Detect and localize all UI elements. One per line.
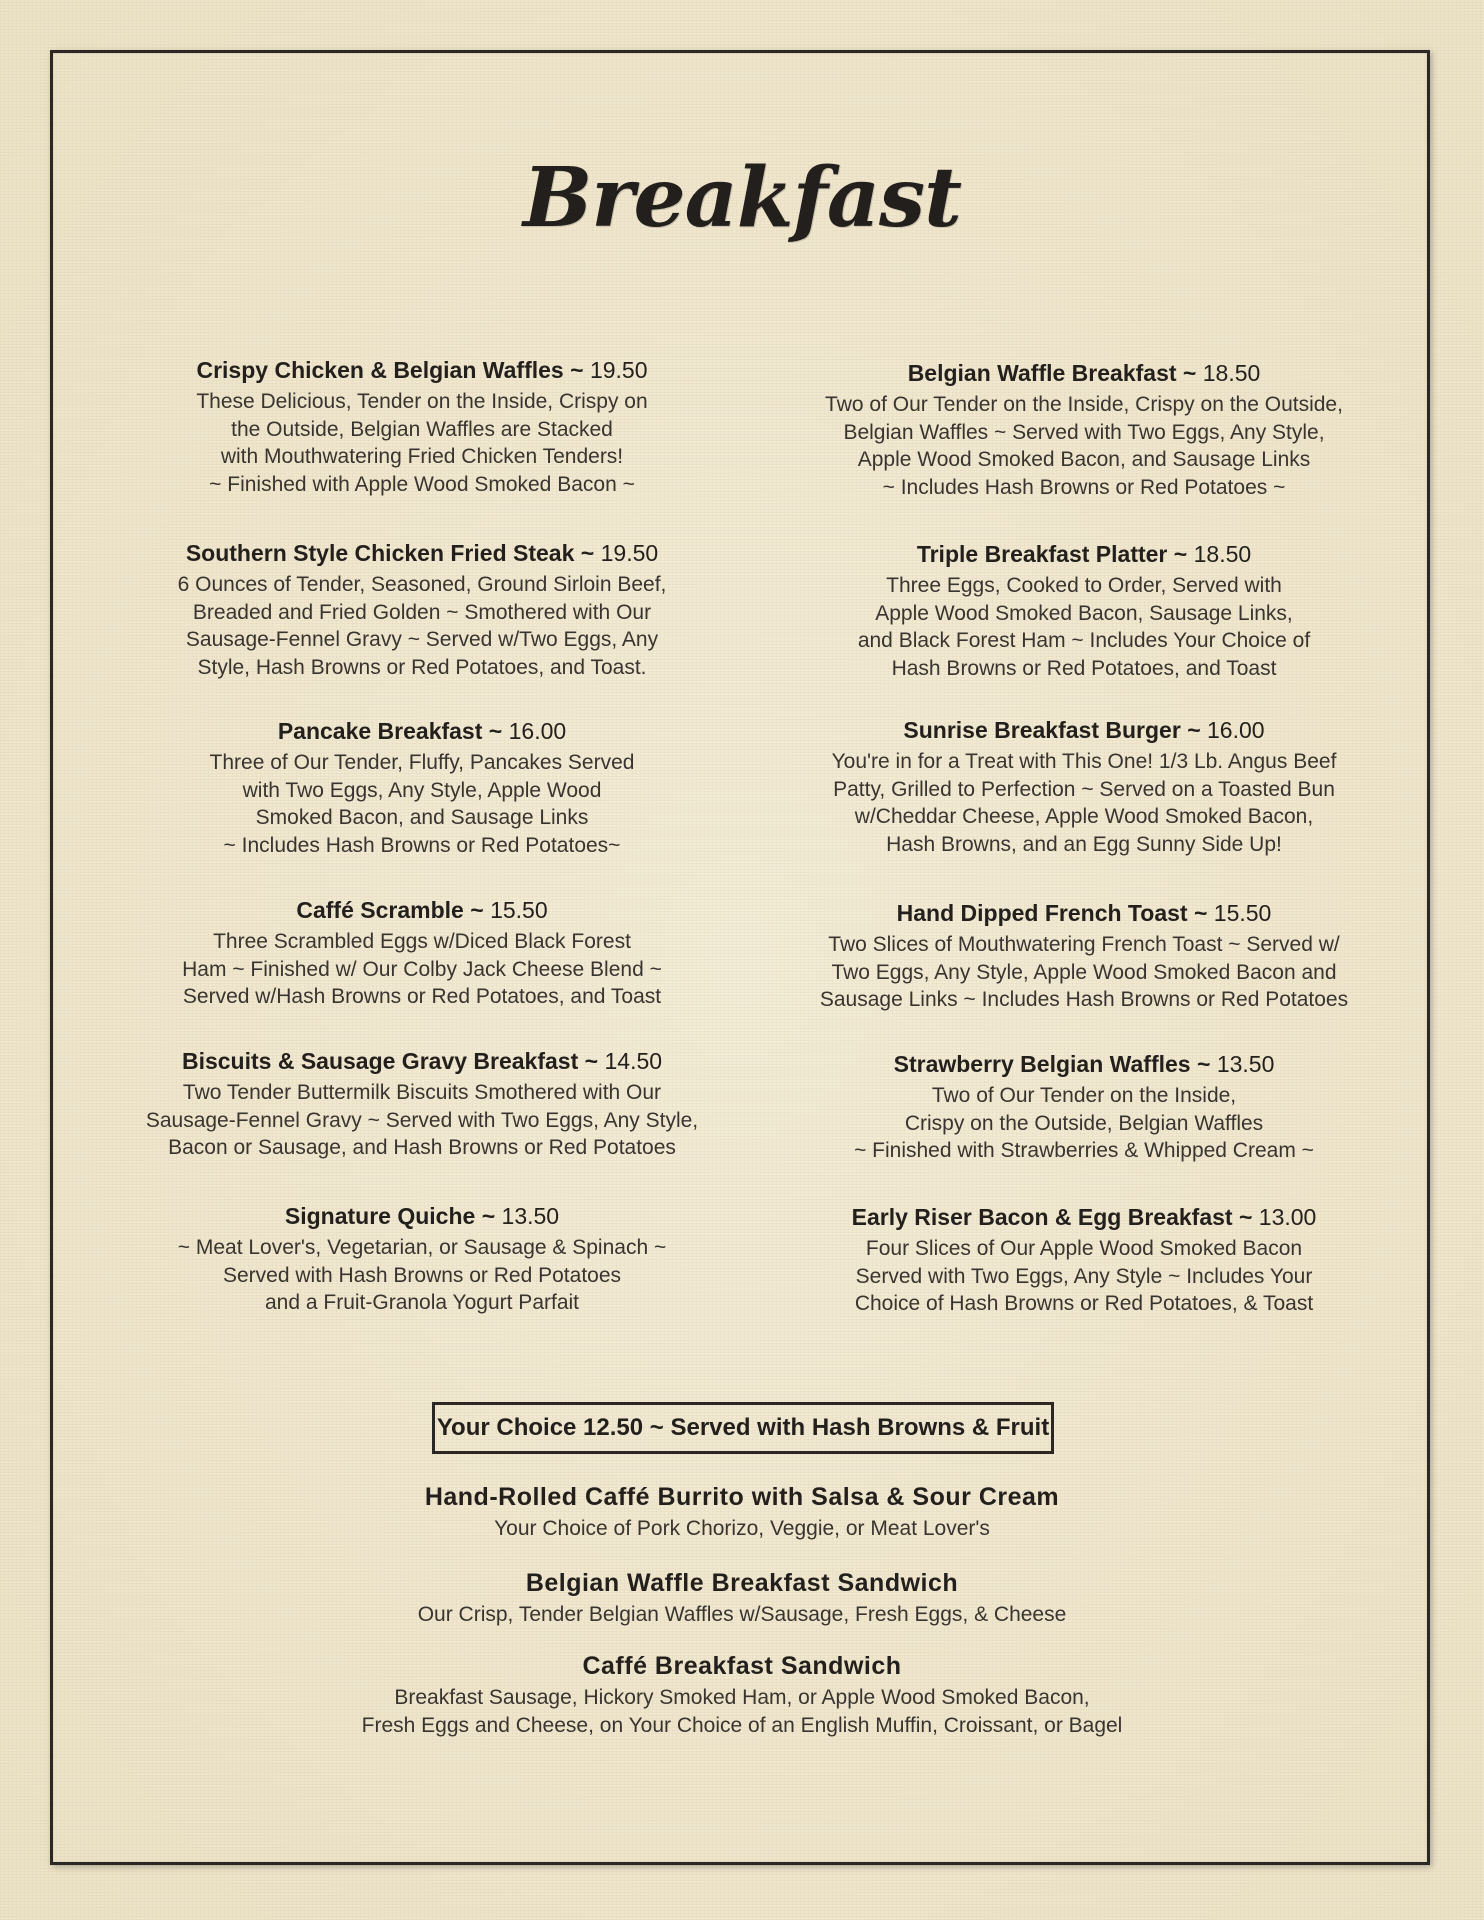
item-heading: Belgian Waffle Breakfast ~ 18.50 — [907, 360, 1261, 386]
description-line: Served with Hash Browns or Red Potatoes — [222, 1263, 622, 1287]
menu-item — [102, 1046, 742, 1162]
item-description — [764, 931, 1404, 1014]
description-line: with Mouthwatering Fried Chicken Tenders! — [220, 445, 624, 468]
description-line: ~ Includes Hash Browns or Red Potatoes ~ — [882, 475, 1286, 499]
item-price: 18.50 — [1193, 541, 1252, 567]
item-name: Early Riser Bacon & Egg Breakfast — [851, 1204, 1233, 1230]
description-line: ~ Finished with Apple Wood Smoked Bacon ~ — [209, 472, 635, 496]
description-line: ~ Meat Lover's, Vegetarian, or Sausage & Spinach ~ — [177, 1236, 667, 1259]
item-heading: Triple Breakfast Platter ~ 18.50 — [916, 541, 1252, 567]
description-line: Fresh Eggs and Cheese, on Your Choice of an English Muffin, Croissant, or Bagel — [361, 1714, 1123, 1737]
item-description — [764, 391, 1404, 501]
description-line: with Two Eggs, Any Style, Apple Wood — [242, 778, 602, 802]
description-line: Hash Browns, and an Egg Sunny Side Up! — [886, 832, 1282, 856]
item-name: Strawberry Belgian Waffles — [893, 1051, 1191, 1077]
description-line: and Black Forest Ham ~ Includes Your Choice of — [857, 629, 1311, 652]
description-line: Served with Two Eggs, Any Style ~ Includes Your — [855, 1264, 1313, 1288]
description-line: Three of Our Tender, Fluffy, Pancakes Served — [209, 751, 635, 774]
combo-description — [0, 1601, 1484, 1629]
combo-name: Hand-Rolled Caffé Burrito with Salsa & Sour Cream — [424, 1483, 1060, 1511]
item-heading: Caffé Scramble ~ 15.50 — [296, 897, 548, 923]
item-heading: Early Riser Bacon & Egg Breakfast ~ 13.00 — [851, 1204, 1317, 1230]
description-line: Four Slices of Our Apple Wood Smoked Bacon — [865, 1237, 1303, 1260]
item-price: 18.50 — [1202, 360, 1261, 386]
description-line: Smoked Bacon, and Sausage Links — [255, 806, 589, 829]
description-line: Choice of Hash Browns or Red Potatoes, & Toast — [854, 1292, 1314, 1315]
item-price: 16.00 — [508, 718, 567, 744]
item-description — [764, 572, 1404, 682]
description-line: Hash Browns or Red Potatoes, and Toast — [891, 656, 1277, 680]
item-name: Triple Breakfast Platter — [916, 541, 1168, 567]
item-heading: Hand Dipped French Toast ~ 15.50 — [896, 900, 1272, 926]
item-description — [102, 388, 742, 498]
description-line: 6 Ounces of Tender, Seasoned, Ground Sirloin Beef, — [177, 573, 667, 596]
menu-item — [764, 1202, 1404, 1318]
description-line: Crispy on the Outside, Belgian Waffles — [904, 1111, 1264, 1135]
description-line: Our Crisp, Tender Belgian Waffles w/Sausage, Fresh Eggs, & Cheese — [417, 1603, 1067, 1626]
combo-item — [0, 1650, 1484, 1740]
menu-item — [764, 539, 1404, 682]
item-heading: Southern Style Chicken Fried Steak ~ 19.50 — [185, 540, 659, 566]
menu-item — [764, 358, 1404, 501]
description-line: These Delicious, Tender on the Inside, Crispy on — [196, 390, 648, 413]
item-name: Caffé Scramble — [296, 897, 464, 923]
choice-price-banner: Your Choice 12.50 ~ Served with Hash Browns & Fruit — [432, 1402, 1054, 1454]
description-line: Bacon or Sausage, and Hash Browns or Red Potatoes — [168, 1136, 676, 1159]
combo-description — [0, 1515, 1484, 1543]
item-name: Signature Quiche — [284, 1203, 476, 1229]
item-description — [102, 749, 742, 859]
item-description — [764, 1235, 1404, 1318]
description-line: You're in for a Treat with This One! 1/3 Lb. Angus Beef — [831, 750, 1337, 773]
description-line: Breakfast Sausage, Hickory Smoked Ham, or Apple Wood Smoked Bacon, — [394, 1686, 1090, 1709]
description-line: Two of Our Tender on the Inside, — [931, 1084, 1237, 1107]
menu-item — [764, 1049, 1404, 1165]
item-price: 13.50 — [501, 1203, 560, 1229]
item-name: Pancake Breakfast — [277, 718, 483, 744]
description-line: Three Eggs, Cooked to Order, Served with — [886, 574, 1282, 597]
description-line: ~ Includes Hash Browns or Red Potatoes~ — [223, 833, 621, 857]
item-name: Belgian Waffle Breakfast — [907, 360, 1177, 386]
description-line: Served w/Hash Browns or Red Potatoes, and Toast — [182, 985, 662, 1008]
description-line: Apple Wood Smoked Bacon, and Sausage Links — [857, 448, 1311, 471]
menu-title: Breakfast — [522, 150, 962, 246]
item-name: Sunrise Breakfast Burger — [903, 717, 1181, 743]
combo-item — [0, 1481, 1484, 1543]
description-line: ~ Finished with Strawberries & Whipped Cream ~ — [854, 1139, 1314, 1162]
item-description — [102, 1079, 742, 1162]
item-price: 15.50 — [490, 897, 548, 923]
item-price: 13.50 — [1216, 1051, 1275, 1077]
item-description — [102, 571, 742, 681]
item-price: 15.50 — [1213, 900, 1272, 926]
description-line: Sausage-Fennel Gravy ~ Served with Two Eggs, Any Style, — [145, 1108, 699, 1132]
description-line: Your Choice of Pork Chorizo, Veggie, or Meat Lover's — [494, 1517, 990, 1540]
description-line: Breaded and Fried Golden ~ Smothered with Our — [192, 600, 652, 624]
description-line: Two Tender Buttermilk Biscuits Smothered with Our — [182, 1081, 662, 1104]
description-line: the Outside, Belgian Waffles are Stacked — [231, 417, 613, 441]
menu-item — [102, 895, 742, 1011]
description-line: and a Fruit-Granola Yogurt Parfait — [264, 1291, 579, 1314]
description-line: Ham ~ Finished w/ Our Colby Jack Cheese Blend ~ — [182, 957, 662, 981]
combo-name: Caffé Breakfast Sandwich — [582, 1652, 902, 1680]
menu-item — [102, 355, 742, 498]
item-price: 16.00 — [1207, 717, 1265, 743]
item-description — [102, 928, 742, 1011]
menu-item — [102, 1201, 742, 1317]
combo-name: Belgian Waffle Breakfast Sandwich — [525, 1569, 959, 1597]
description-line: Two of Our Tender on the Inside, Crispy on the Outside, — [825, 393, 1343, 416]
item-price: 19.50 — [589, 357, 648, 383]
item-heading: Strawberry Belgian Waffles ~ 13.50 — [893, 1051, 1275, 1077]
item-price: 14.50 — [604, 1048, 663, 1074]
item-price: 13.00 — [1258, 1204, 1317, 1230]
description-line: Patty, Grilled to Perfection ~ Served on a Toasted Bun — [833, 777, 1335, 801]
item-description — [764, 748, 1404, 858]
item-name: Hand Dipped French Toast — [896, 900, 1188, 926]
item-name: Southern Style Chicken Fried Steak — [185, 540, 575, 566]
item-name: Crispy Chicken & Belgian Waffles — [196, 357, 564, 383]
menu-item — [764, 715, 1404, 858]
item-heading: Crispy Chicken & Belgian Waffles ~ 19.50 — [196, 357, 648, 383]
description-line: Apple Wood Smoked Bacon, Sausage Links, — [875, 601, 1293, 625]
combo-item — [0, 1567, 1484, 1629]
description-line: Style, Hash Browns or Red Potatoes, and Toast. — [197, 655, 647, 679]
menu-item — [102, 716, 742, 859]
item-description — [764, 1082, 1404, 1165]
description-line: w/Cheddar Cheese, Apple Wood Smoked Bacon, — [854, 805, 1314, 828]
combo-description — [0, 1684, 1484, 1740]
description-line: Sausage-Fennel Gravy ~ Served w/Two Eggs, Any — [185, 628, 659, 651]
description-line: Two Eggs, Any Style, Apple Wood Smoked Bacon and — [831, 960, 1337, 984]
description-line: Two Slices of Mouthwatering French Toast ~ Served w/ — [828, 933, 1340, 956]
menu-item — [764, 898, 1404, 1014]
item-heading: Sunrise Breakfast Burger ~ 16.00 — [903, 717, 1265, 743]
item-heading: Pancake Breakfast ~ 16.00 — [277, 718, 567, 744]
item-name: Biscuits & Sausage Gravy Breakfast — [181, 1048, 579, 1074]
description-line: Sausage Links ~ Includes Hash Browns or Red Potatoes — [819, 988, 1349, 1011]
menu-item — [102, 538, 742, 681]
item-heading: Signature Quiche ~ 13.50 — [284, 1203, 560, 1229]
description-line: Belgian Waffles ~ Served with Two Eggs, Any Style, — [843, 420, 1325, 444]
item-price: 19.50 — [600, 540, 659, 566]
description-line: Three Scrambled Eggs w/Diced Black Forest — [213, 930, 631, 953]
item-heading: Biscuits & Sausage Gravy Breakfast ~ 14.50 — [181, 1048, 663, 1074]
item-description — [102, 1234, 742, 1317]
